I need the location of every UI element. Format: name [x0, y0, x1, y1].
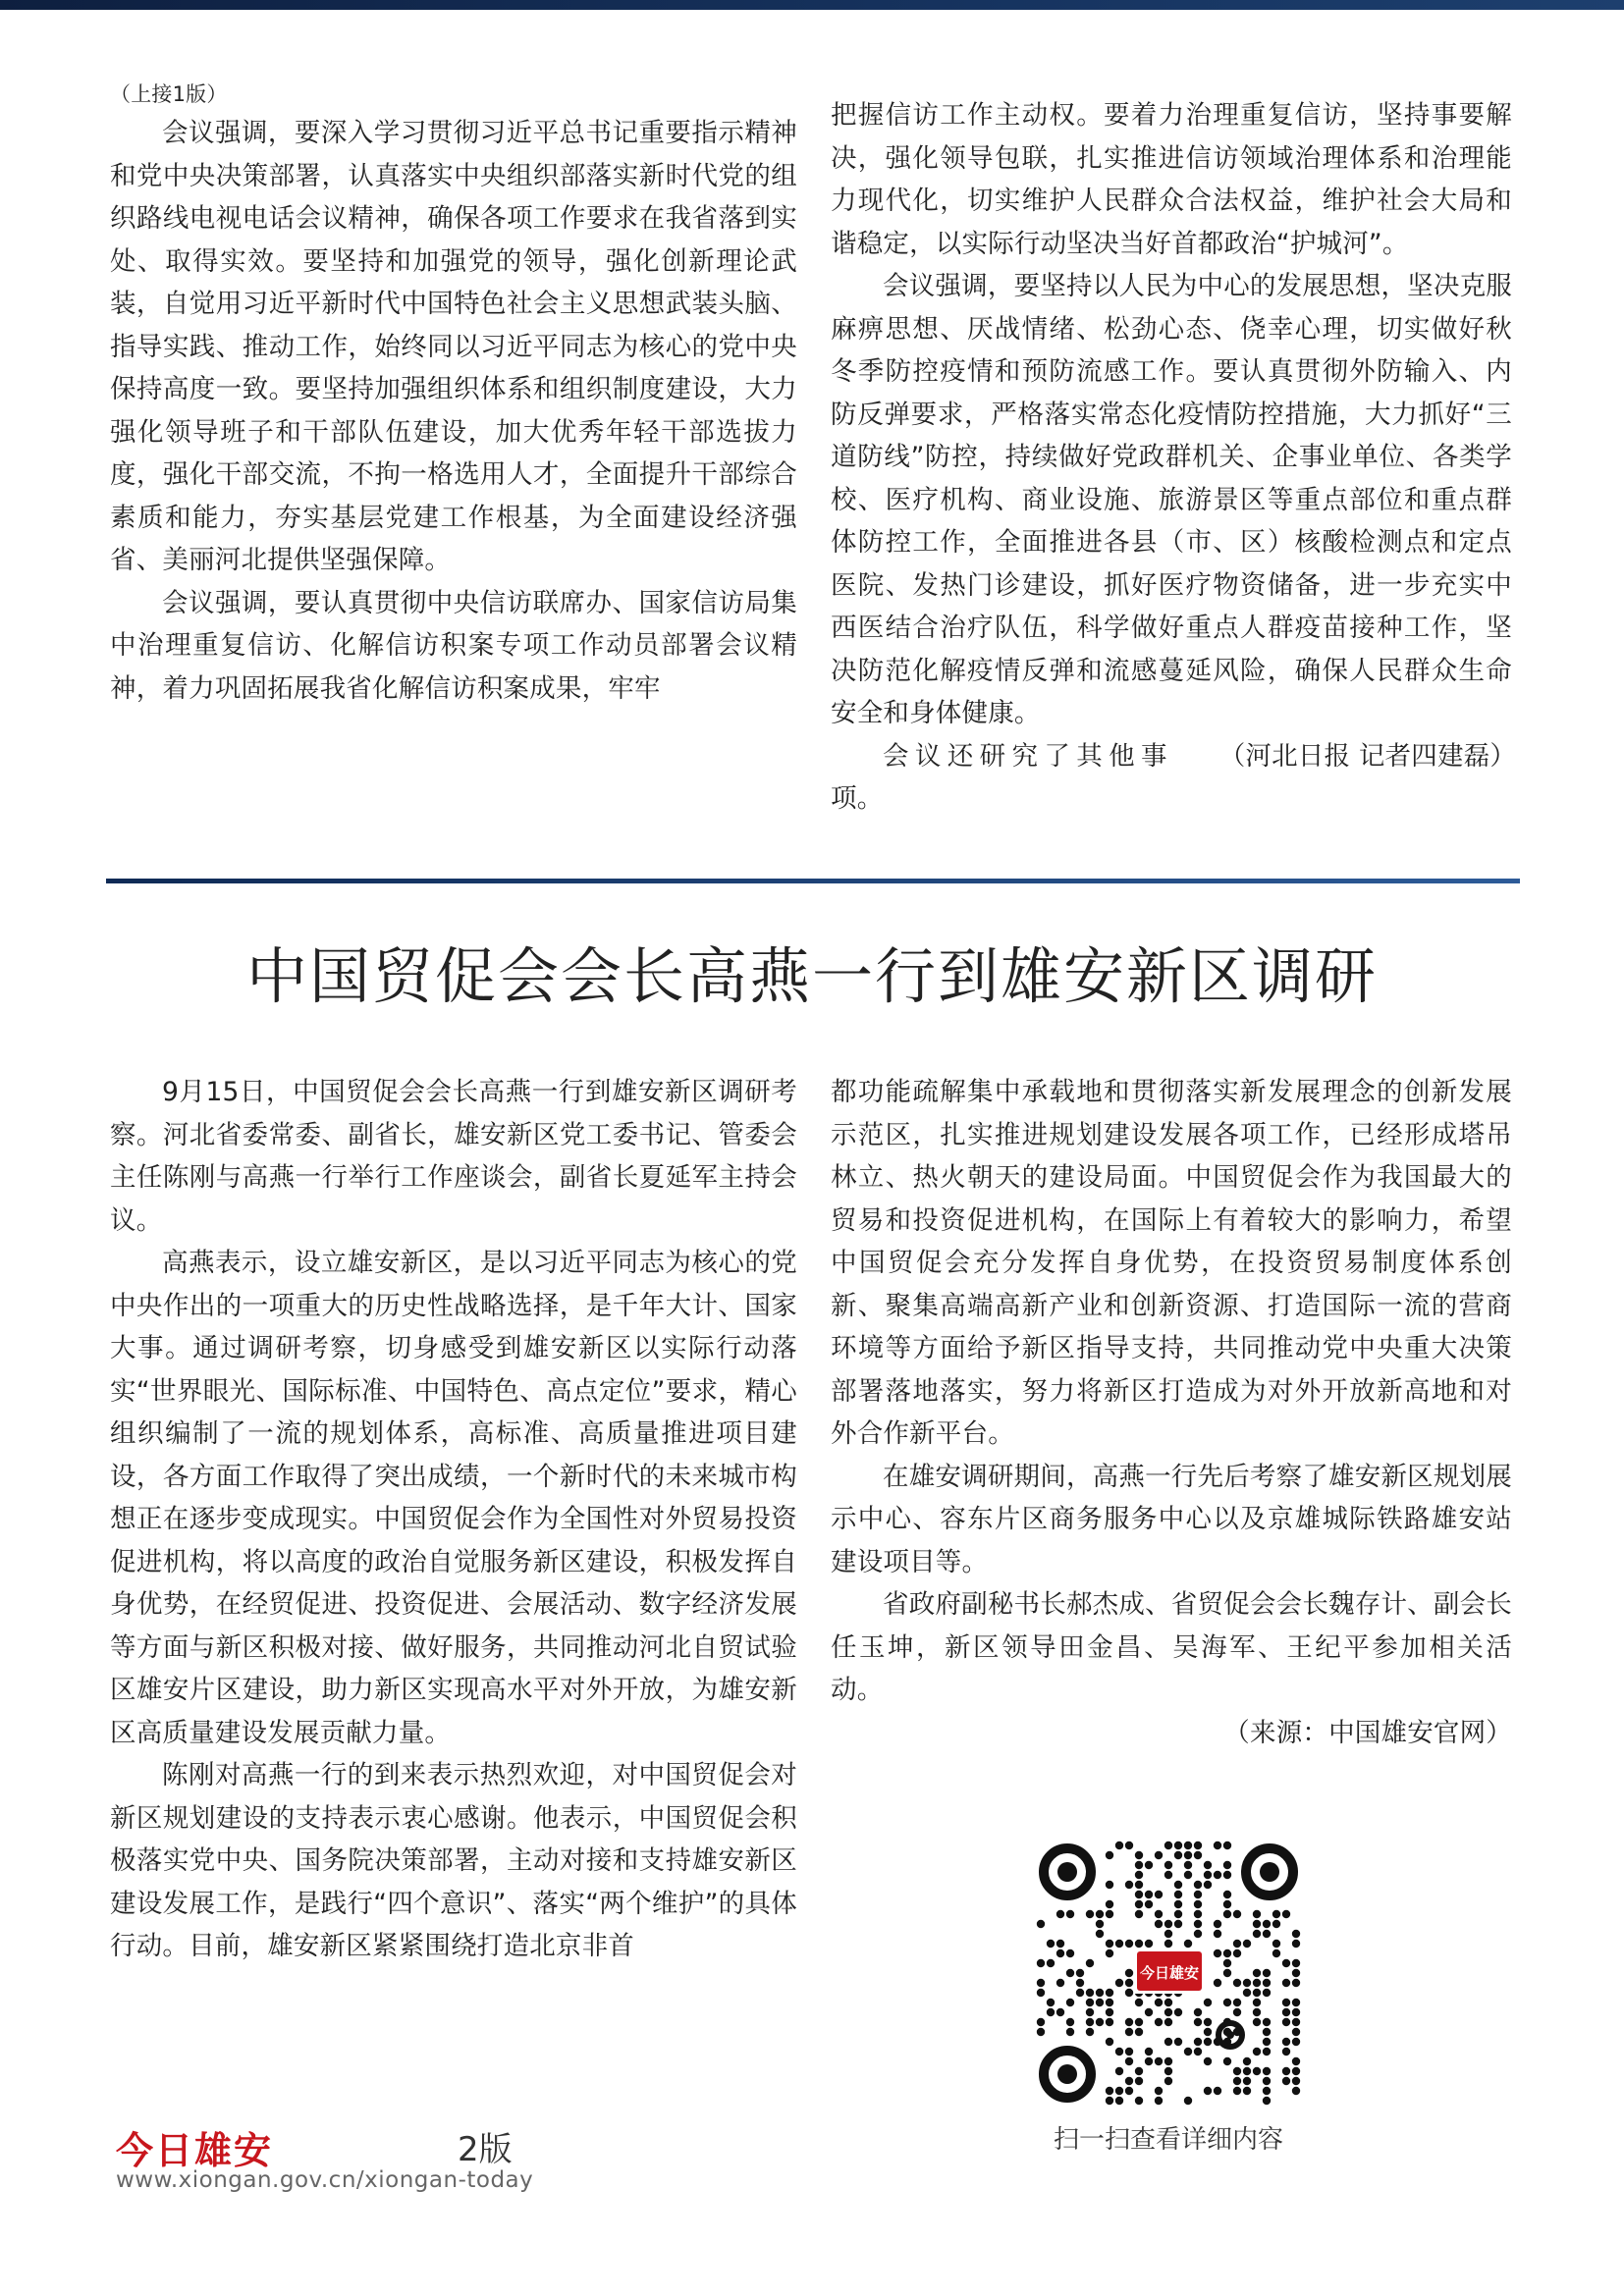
paragraph: 会议强调，要深入学习贯彻习近平总书记重要指示精神和党中央决策部署，认真落实中央组织部落实新时代党的组织路线电视电话会议精神，确保各项工作要求在我省落到实处、取得实效。要坚持和加强党的领导，强化创新理论武装，自觉用习近平新时代中国特色社会主义思想武装头脑、指导实践、推动工作，始终同以习近平同志为核心的党中央保持高度一致。要坚持加强组织体系和组织制度建设，大力强化领导班子和干部队伍建设，加大优秀年轻干部选拔力度，强化干部交流，不拘一格选用人才，全面提升干部综合素质和能力，夯实基层党建工作根基，为全面建设经济强省、美丽河北提供坚强保障。 [110, 118, 797, 575]
paragraph: 9月15日，中国贸促会会长高燕一行到雄安新区调研考察。河北省委常委、副省长，雄安新区党工委书记、管委会主任陈刚与高燕一行举行工作座谈会，副省长夏延军主持会议。 [110, 1077, 797, 1236]
section-divider [106, 879, 1520, 883]
article1-left-column [110, 77, 797, 710]
qr-block [1036, 1841, 1301, 2156]
paragraph: 高燕表示，设立雄安新区，是以习近平同志为核心的党中央作出的一项重大的历史性战略选择，是千年大计、国家大事。通过调研考察，切身感受到雄安新区以实际行动落实“世界眼光、国际标准、中国特色、高点定位”要求，精心组织编制了一流的规划体系，高标准、高质量推进项目建设，各方面工作取得了突出成绩，一个新时代的未来城市构想正在逐步变成现实。中国贸促会作为全国性对外贸易投资促进机构，将以高度的政治自觉服务新区建设，积极发挥自身优势，在经贸促进、投资促进、会展活动、数字经济发展等方面与新区积极对接、做好服务，共同推动河北自贸试验区雄安片区建设，助力新区实现高水平对外开放，为雄安新区高质量建设发展贡献力量。 [110, 1248, 797, 1748]
continued-note: （上接1版） [110, 82, 228, 106]
article-headline: 中国贸促会会长高燕一行到雄安新区调研 [245, 940, 1378, 1012]
page-number: 2版 [458, 2130, 513, 2169]
article2-left-column [110, 1071, 797, 1968]
qr-caption: 扫一扫查看详细内容 [1053, 2125, 1283, 2155]
paragraph: 在雄安调研期间，高燕一行先后考察了雄安新区规划展示中心、容东片区商务服务中心以及京雄城际铁路雄安站建设项目等。 [831, 1461, 1512, 1577]
footer-url[interactable]: www.xiongan.gov.cn/xiongan-today [116, 2167, 534, 2193]
top-bar [0, 0, 1624, 10]
article-source: （河北日报 记者四建磊） [1218, 740, 1517, 772]
footer-logo: 今日雄安 [116, 2128, 274, 2172]
qr-logo: 今日雄安 [1139, 1964, 1200, 1982]
paragraph: 都功能疏解集中承载地和贯彻落实新发展理念的创新发展示范区，扎实推进规划建设发展各项工作，已经形成塔吊林立、热火朝天的建设局面。中国贸促会作为我国最大的贸易和投资促进机构，在国际上有着较大的影响力，希望中国贸促会充分发挥自身优势，在投资贸易制度体系创新、聚集高端高新产业和创新资源、打造国际一流的营商环境等方面给予新区指导支持，共同推动党中央重大决策部署落地落实，努力将新区打造成为对外开放新高地和对外合作新平台。 [831, 1077, 1512, 1449]
paragraph: 会议强调，要认真贯彻中央信访联席办、国家信访局集中治理重复信访、化解信访积案专项工作动员部署会议精神，着力巩固拓展我省化解信访积案成果，牢牢 [110, 587, 797, 704]
closing-note: 会议还研究了其他事项。 [831, 740, 1167, 814]
article1-right-column [831, 94, 1517, 821]
byline [831, 735, 1517, 821]
qr-code[interactable] [1036, 1841, 1301, 2106]
paragraph: 会议强调，要坚持以人民为中心的发展思想，坚决克服麻痹思想、厌战情绪、松劲心态、侥幸心理，切实做好秋冬季防控疫情和预防流感工作。要认真贯彻外防输入、内防反弹要求，严格落实常态化疫情防控措施，大力抓好“三道防线”防控，持续做好党政群机关、企事业单位、各类学校、医疗机构、商业设施、旅游景区等重点部位和重点群体防控工作，全面推进各县（市、区）核酸检测点和定点医院、发热门诊建设，抓好医疗物资储备，进一步充实中西医结合治疗队伍，科学做好重点人群疫苗接种工作，坚决防范化解疫情反弹和流感蔓延风险，确保人民群众生命安全和身体健康。 [831, 271, 1512, 728]
article-source: （来源：中国雄安官网） [1223, 1717, 1512, 1748]
article2-right-column [831, 1071, 1512, 1754]
paragraph: 把握信访工作主动权。要着力治理重复信访，坚持事要解决，强化领导包联，扎实推进信访领域治理体系和治理能力现代化，切实维护人民群众合法权益，维护社会大局和谐稳定，以实际行动坚决当好首都政治“护城河”。 [831, 100, 1512, 259]
paragraph: 陈刚对高燕一行的到来表示热烈欢迎，对中国贸促会对新区规划建设的支持表示衷心感谢。他表示，中国贸促会积极落实党中央、国务院决策部署，主动对接和支持雄安新区建设发展工作，是践行“四个意识”、落实“两个维护”的具体行动。目前，雄安新区紧紧围绕打造北京非首 [110, 1760, 797, 1961]
paragraph: 省政府副秘书长郝杰成、省贸促会会长魏存计、副会长任玉坤，新区领导田金昌、吴海军、王纪平参加相关活动。 [831, 1589, 1512, 1705]
